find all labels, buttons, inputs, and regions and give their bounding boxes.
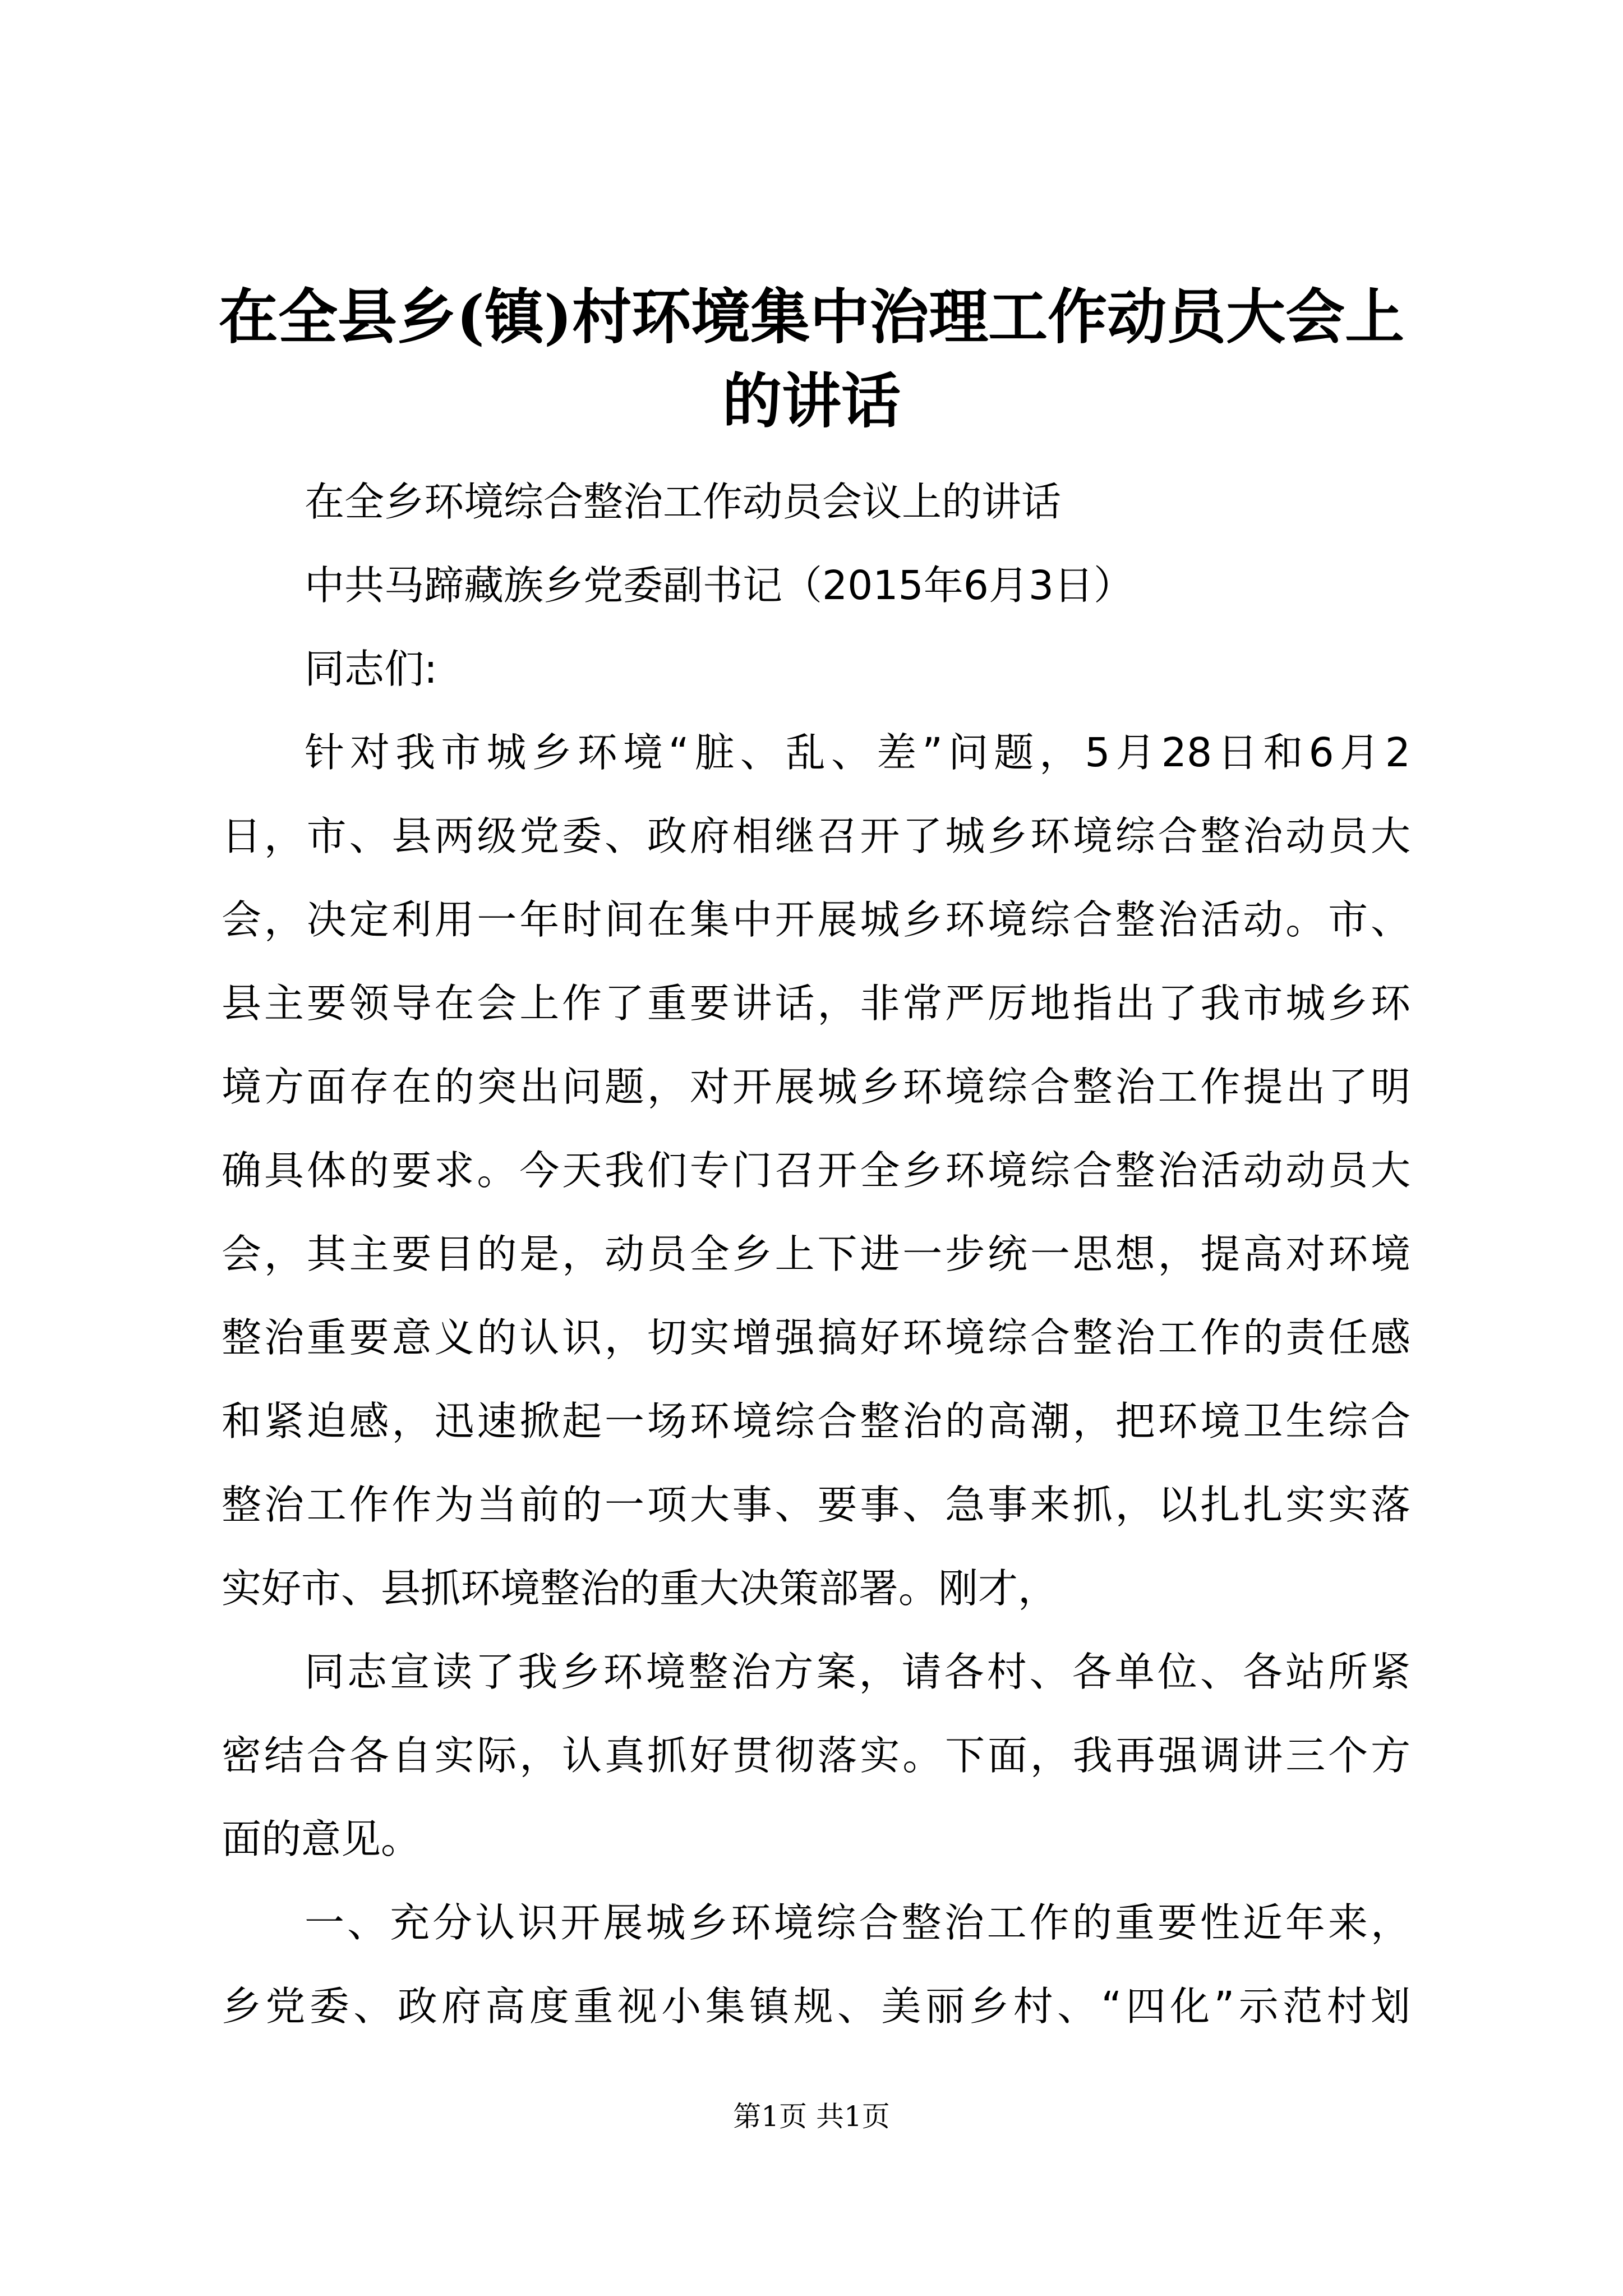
speaker-line: 中共马蹄藏族乡党委副书记（2015年6月3日） bbox=[305, 562, 1134, 609]
paragraph-1-line-7: 会，其主要目的是，动员全乡上下进一步统一思想，提高对环境 bbox=[222, 1231, 1410, 1277]
paragraph-3-line-1: 一、充分认识开展城乡环境综合整治工作的重要性近年来， bbox=[305, 1899, 1410, 1946]
paragraph-1-line-1: 针对我市城乡环境“脏、乱、差”问题，5月28日和6月2 bbox=[305, 729, 1410, 776]
paragraph-1-line-3: 会，决定利用一年时间在集中开展城乡环境综合整治活动。市、 bbox=[222, 896, 1410, 943]
paragraph-1-line-5: 境方面存在的突出问题，对开展城乡环境综合整治工作提出了明 bbox=[222, 1064, 1410, 1110]
title-line-1: 在全县乡(镇)村环境集中治理工作动员大会上 bbox=[218, 282, 1405, 352]
title-line-2: 的讲话 bbox=[722, 366, 901, 436]
paragraph-1-line-11: 实好市、县抓环境整治的重大决策部署。刚才， bbox=[222, 1565, 1058, 1612]
paragraph-1-line-2: 日，市、县两级党委、政府相继召开了城乡环境综合整治动员大 bbox=[222, 813, 1410, 859]
salutation-line: 同志们: bbox=[305, 646, 437, 692]
paragraph-2-line-1: 同志宣读了我乡环境整治方案，请各村、各单位、各站所紧 bbox=[305, 1649, 1410, 1695]
paragraph-1-line-6: 确具体的要求。今天我们专门召开全乡环境综合整治活动动员大 bbox=[222, 1147, 1410, 1194]
paragraph-3-line-2: 乡党委、政府高度重视小集镇规、美丽乡村、“四化”示范村划 bbox=[222, 1983, 1410, 2030]
paragraph-1-line-8: 整治重要意义的认识，切实增强搞好环境综合整治工作的责任感 bbox=[222, 1314, 1410, 1361]
document-body bbox=[222, 460, 1410, 2048]
paragraph-2-line-3: 面的意见。 bbox=[222, 1816, 421, 1862]
paragraph-2-line-2: 密结合各自实际，认真抓好贯彻落实。下面，我再强调讲三个方 bbox=[222, 1732, 1410, 1779]
paragraph-1-line-10: 整治工作作为当前的一项大事、要事、急事来抓，以扎扎实实落 bbox=[222, 1481, 1410, 1528]
page-number-footer: 第1页 共1页 bbox=[733, 2100, 890, 2133]
subtitle-line: 在全乡环境综合整治工作动员会议上的讲话 bbox=[305, 478, 1062, 525]
document-title bbox=[168, 275, 1455, 443]
paragraph-1-line-9: 和紧迫感，迅速掀起一场环境综合整治的高潮，把环境卫生综合 bbox=[222, 1398, 1410, 1444]
paragraph-1-line-4: 县主要领导在会上作了重要讲话，非常严厉地指出了我市城乡环 bbox=[222, 980, 1410, 1027]
